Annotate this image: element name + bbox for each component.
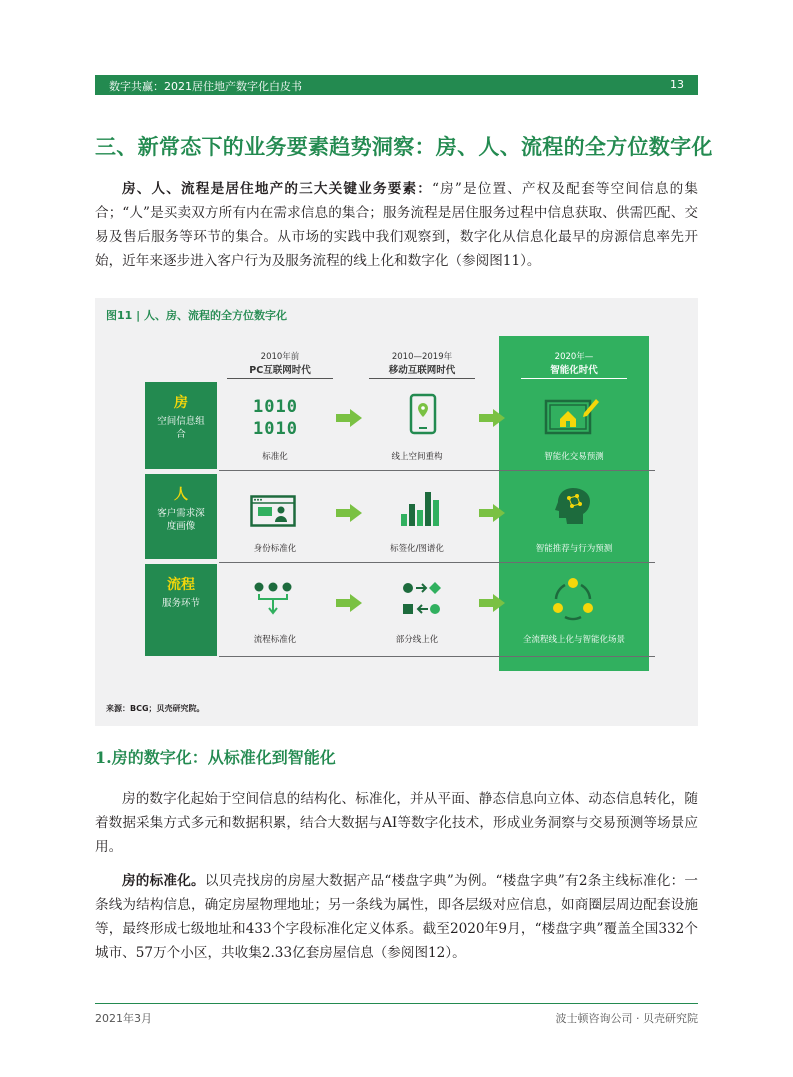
blueprint-house-icon [544,395,600,435]
figure-11 [95,298,698,726]
binary-code-icon: 1010 1010 [253,397,298,439]
era-underline [521,378,627,379]
smartphone-location-icon [409,393,437,435]
row-subtitle: 客户需求深度画像 [157,508,205,532]
era-years: 2010—2019年 [391,352,453,362]
row-divider [219,562,655,563]
cell-label: 标签化/图谱化 [390,544,444,554]
header-title: 数字共赢：2021居住地产数字化白皮书 [109,80,302,93]
process-flow-icon [253,581,293,615]
row-divider [219,656,655,657]
shapes-exchange-icon [402,581,442,617]
section-heading: 三、新常态下的业务要素趋势洞察：房、人、流程的全方位数字化 [95,134,713,159]
era-underline [369,378,475,379]
arrow-right-icon [479,504,505,522]
footer-publisher: 波士顿咨询公司 · 贝壳研究院 [555,1012,698,1025]
header-bar [95,75,698,95]
era-pc-header [215,350,345,376]
id-card-icon [250,495,296,527]
arrow-right-icon [479,409,505,427]
era-name: 智能化时代 [550,365,598,376]
paragraph-text: 以贝壳找房的房屋大数据产品“楼盘字典”为例。“楼盘字典”有2条主线标准化：一条线为结构信息，确定房屋物理地址；另一条线为属性，即各层级对应信息，如商圈层周边配套设施等，最终形成七级地址和433个字段标准化定义体系。截至2020年9月，“楼盘字典”覆盖全国332个城市、57万个小区，共收集2.33亿套房屋信息（参阅图12）。 [95,873,698,961]
paragraph-bold-lead: 房的标准化。 [122,873,205,889]
footer-date: 2021年3月 [95,1012,152,1025]
row-subtitle: 空间信息组合 [157,416,205,440]
era-years: 2020年— [554,352,594,362]
arrow-right-icon [336,594,362,612]
intro-bold-lead: 房、人、流程是居住地产的三大关键业务要素： [122,181,432,197]
cycle-icon [551,577,595,621]
row-title: 房 [174,395,188,411]
cell-label: 全流程线上化与智能化场景 [522,635,625,645]
era-name: PC互联网时代 [249,365,311,376]
row-divider [219,470,655,471]
row-subtitle: 服务环节 [161,598,200,609]
row-title: 流程 [167,577,195,593]
ai-head-icon [555,486,591,526]
era-2020-header [509,350,639,376]
cell-label: 标准化 [262,452,288,462]
era-name: 移动互联网时代 [388,365,456,376]
intro-text: “房”是位置、产权及配套等空间信息的集合；“人”是买卖双方所有内在需求信息的集合；服务流程是居住服务过程中信息获取、供需匹配、交易及售后服务等环节的集合。从市场的实践中我们观察到，数字化从信息化最早的房源信息率先开始，近年来逐步进入客户行为及服务流程的线上化和数字化（参阅图11）。 [95,181,698,269]
intro-paragraph [95,177,698,273]
row-label-people [145,474,217,559]
row-label-process [145,564,217,656]
era-mobile-header [357,350,487,376]
cell-label: 智能化交易预测 [544,452,604,462]
paragraph-house-standardization [95,869,698,965]
era-years: 2010年前 [260,352,300,362]
paragraph-house-digitalization: 房的数字化起始于空间信息的结构化、标准化，并从平面、静态信息向立体、动态信息转化，随着数据采集方式多元和数据积累，结合大数据与AI等数字化技术，形成业务洞察与交易预测等场景应用。 [95,791,698,855]
figure-source: 来源：BCG；贝壳研究院。 [106,704,205,713]
cell-label: 部分线上化 [395,635,439,645]
cell-label: 流程标准化 [253,635,297,645]
cell-label: 智能推荐与行为预测 [535,544,613,554]
bar-chart-icon [399,490,445,528]
era-underline [227,378,333,379]
row-title: 人 [174,487,188,503]
subheading: 1.房的数字化：从标准化到智能化 [95,748,336,767]
cell-label: 身份标准化 [253,544,297,554]
figure-title: 图11 | 人、房、流程的全方位数字化 [106,309,287,322]
arrow-right-icon [336,504,362,522]
page-number: 13 [670,78,684,91]
footer-divider [95,1003,698,1004]
arrow-right-icon [336,409,362,427]
row-label-house [145,382,217,469]
arrow-right-icon [479,594,505,612]
cell-label: 线上空间重构 [391,452,443,462]
